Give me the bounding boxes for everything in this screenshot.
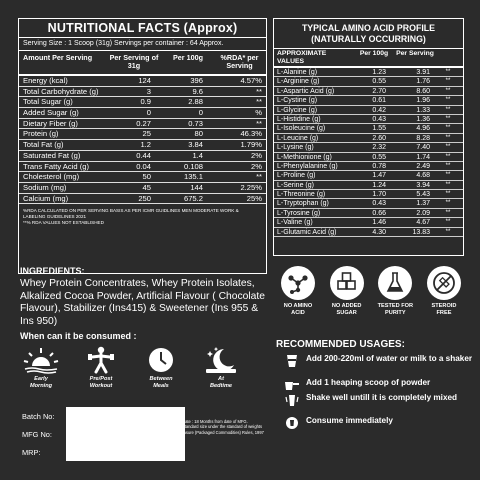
- rda-value: %: [255, 108, 262, 118]
- badge-no-amino-acid: [276, 266, 320, 316]
- amino-title: [274, 19, 463, 49]
- nutrient-name: Cholesterol (mg): [23, 172, 80, 182]
- usage-step-text: Consume immediately: [306, 416, 393, 425]
- amino-per-100g: 0.43: [372, 115, 386, 123]
- amino-per-100g: 0.66: [372, 209, 386, 217]
- amino-per-100g: 0.42: [372, 106, 386, 114]
- lab-flask-icon: [378, 266, 412, 300]
- amino-per-serving: 4.96: [416, 125, 430, 133]
- amino-row: [274, 77, 463, 86]
- rda-value: 2.25%: [240, 182, 262, 192]
- per-serving-value: 0.04: [136, 161, 151, 171]
- amino-per-serving: 1.36: [416, 115, 430, 123]
- ingredients-title: INGREDIENTS:: [20, 266, 85, 276]
- amino-rda: **: [445, 200, 451, 207]
- amino-rda: **: [445, 191, 451, 198]
- expiry-note-line1: Exp Date : 18 Months from date of MFG.: [174, 419, 248, 424]
- badge-label: [422, 303, 466, 316]
- amino-name: L-Phenylalanine (g): [277, 162, 338, 170]
- per-serving-value: 0.44: [136, 150, 151, 160]
- rda-value: 4.57%: [240, 76, 262, 85]
- nutrient-name: Saturated Fat (g): [23, 150, 81, 160]
- per-serving-value: 0.9: [140, 97, 151, 107]
- per-100g-value: 144: [190, 182, 203, 192]
- amino-rda: **: [445, 162, 451, 169]
- amino-name: L-Aspartic Acid (g): [277, 87, 335, 95]
- amino-title-line1: TYPICAL AMINO ACID PROFILE: [301, 23, 436, 33]
- amino-per-serving: 1.74: [416, 153, 430, 161]
- amino-row: [274, 190, 463, 199]
- nutrition-row: [19, 194, 266, 205]
- usage-step-text: Add 200-220ml of water or milk to a shaker: [306, 354, 473, 363]
- scoop-icon: [284, 378, 300, 392]
- nutrition-row: [19, 97, 266, 108]
- badge-label: [373, 303, 417, 316]
- batch-info-box: [20, 400, 270, 464]
- amino-rda: **: [445, 144, 451, 151]
- amino-per-100g: 0.55: [372, 78, 386, 86]
- per-100g-value: 80: [194, 129, 203, 139]
- amino-per-serving: 7.40: [416, 144, 430, 152]
- sugar-cubes-icon: [330, 266, 364, 300]
- amino-row: [274, 87, 463, 96]
- nutrition-row: [19, 140, 266, 151]
- per-serving-value: 124: [138, 76, 151, 85]
- badge-no-added-sugar: [325, 266, 369, 316]
- amino-header-per-100g: Per 100g: [359, 50, 389, 57]
- amino-name: L-Tyrosine (g): [277, 209, 321, 217]
- amino-name: L-Glycine (g): [277, 106, 318, 114]
- amino-header-per-serving: Per Serving: [396, 50, 434, 57]
- amino-name: L-Arginine (g): [277, 78, 320, 86]
- amino-per-100g: 0.78: [372, 162, 386, 170]
- amino-rda: **: [445, 172, 451, 179]
- nutrition-row: [19, 119, 266, 130]
- rda-value: 25%: [246, 193, 262, 203]
- usage-step-2: [284, 378, 476, 392]
- amino-rda: **: [445, 115, 451, 122]
- per-serving-value: 0.27: [136, 118, 151, 128]
- usage-step-4: [284, 416, 476, 430]
- footnote-not-established: **% RDA VALUES NOT ESTABLISHED: [23, 220, 104, 226]
- amino-per-serving: 1.76: [416, 78, 430, 86]
- per-100g-value: 135.1: [183, 172, 203, 182]
- amino-rda: **: [445, 87, 451, 94]
- per-serving-value: 45: [142, 182, 151, 192]
- nutrient-name: Total Carbohydrate (g): [23, 86, 99, 96]
- nutrition-header-row: [19, 51, 266, 76]
- when-label-line1: Pre/Post: [89, 376, 113, 382]
- amino-rda: **: [445, 78, 451, 85]
- shake-icon: [284, 393, 300, 407]
- no-steroid-icon: [427, 266, 461, 300]
- rda-value: 46.3%: [240, 129, 262, 139]
- nutrition-header-rda: %RDA* per Serving: [220, 53, 259, 70]
- when-label: [82, 376, 120, 389]
- amino-per-serving: 2.49: [416, 162, 430, 170]
- amino-per-serving: 8.60: [416, 87, 430, 95]
- badge-label: [325, 303, 369, 316]
- amino-header-row: [274, 49, 463, 68]
- amino-per-100g: 4.30: [372, 228, 386, 236]
- nutrient-name: Added Sugar (g): [23, 108, 79, 118]
- amino-row: [274, 153, 463, 162]
- amino-per-100g: 1.55: [372, 125, 386, 133]
- nutrition-row: [19, 162, 266, 173]
- amino-name: L-Cystine (g): [277, 97, 318, 105]
- badge-label-line2: PURITY: [385, 309, 406, 316]
- when-label-line2: Morning: [29, 382, 53, 389]
- amino-per-serving: 1.96: [416, 97, 430, 105]
- amino-per-100g: 1.24: [372, 181, 386, 189]
- amino-per-100g: 1.46: [372, 219, 386, 227]
- amino-row: [274, 134, 463, 143]
- nutrition-title: NUTRITIONAL FACTS (Approx): [19, 19, 266, 38]
- amino-row: [274, 124, 463, 133]
- per-serving-value: 250: [138, 193, 151, 203]
- when-label: [142, 376, 180, 389]
- nutrition-footnotes: [19, 204, 266, 226]
- per-100g-value: 1.4: [192, 150, 203, 160]
- nutrition-facts-panel: [18, 18, 267, 274]
- amino-name: L-Methionione (g): [277, 153, 332, 161]
- amino-name: L-Tryptophan (g): [277, 200, 329, 208]
- per-100g-value: 3.84: [188, 140, 203, 150]
- amino-per-100g: 1.70: [372, 191, 386, 199]
- when-title: When can it be consumed :: [20, 331, 137, 341]
- amino-row: [274, 115, 463, 124]
- amino-title-line2: (NATURALLY OCCURRING): [311, 34, 426, 44]
- amino-row: [274, 228, 463, 237]
- per-100g-value: 0: [198, 108, 203, 118]
- when-label-line2: Workout: [89, 382, 113, 389]
- when-icons: [22, 345, 240, 389]
- nutrition-row: [19, 87, 266, 98]
- amino-row: [274, 143, 463, 152]
- nutrition-row: [19, 172, 266, 183]
- amino-per-100g: 2.60: [372, 134, 386, 142]
- amino-per-100g: 0.43: [372, 200, 386, 208]
- nutrition-header-per-100g: Per 100g: [173, 53, 203, 62]
- badges-row: [276, 266, 476, 316]
- amino-name: L-Threonine (g): [277, 191, 326, 199]
- when-label: [22, 376, 60, 389]
- per-100g-value: 0.108: [183, 161, 203, 171]
- per-100g-value: 675.2: [183, 193, 203, 203]
- amino-name: L-Alanine (g): [277, 69, 318, 76]
- batch-print-area: [66, 407, 185, 461]
- badge-label-line1: NO AMINO: [283, 303, 313, 309]
- sunrise-icon: [22, 345, 60, 375]
- rda-value: **: [256, 172, 262, 182]
- badge-tested-for-purity: [373, 266, 417, 316]
- when-label-line1: Early: [34, 376, 48, 382]
- footnote-rda: %RDA CALCULATED ON PER SERVING BASIS AS PER ICMR GUIDLINES MEN MODERATE WORK & LABELING GUIDELINES 2021: [23, 208, 239, 220]
- shaker-icon: [284, 354, 300, 368]
- amino-rda: **: [445, 228, 451, 235]
- nutrient-name: Total Sugar (g): [23, 97, 73, 107]
- per-serving-value: 50: [142, 172, 151, 182]
- per-100g-value: 2.88: [188, 97, 203, 107]
- when-early-morning: [22, 345, 60, 389]
- expiry-note-line3: & Measure (Packaged Commodities) Rules, 1997: [174, 429, 264, 435]
- amino-acid-panel: [273, 18, 464, 256]
- nutrition-row: [19, 108, 266, 119]
- amino-name: L-Lysine (g): [277, 144, 314, 152]
- batch-no-label: Batch No:: [22, 412, 55, 421]
- per-serving-value: 1.2: [140, 140, 151, 150]
- amino-rda: **: [445, 219, 451, 226]
- nutrition-rows: [19, 76, 266, 204]
- amino-per-serving: 3.91: [416, 69, 430, 76]
- amino-row: [274, 181, 463, 190]
- nutrient-name: Trans Fatty Acid (g): [23, 161, 89, 171]
- amino-per-serving: 3.94: [416, 181, 430, 189]
- amino-row: [274, 96, 463, 105]
- amino-name: L-Histidine (g): [277, 115, 321, 123]
- expiry-note-line2: Non standard size under the standard of weights: [174, 424, 263, 430]
- amino-per-serving: 5.43: [416, 191, 430, 199]
- usage-step-text: Add 1 heaping scoop of powder: [306, 378, 431, 387]
- when-label: [202, 376, 240, 389]
- nutrition-row: [19, 183, 266, 194]
- nutrient-name: Protein (g): [23, 129, 59, 139]
- amino-header-extra: [434, 50, 462, 66]
- clock-icon: [142, 345, 180, 375]
- amino-rda: **: [445, 106, 451, 113]
- badge-label-line1: STEROID: [431, 303, 457, 309]
- when-label-line2: Bedtime: [209, 382, 233, 389]
- nutrition-row: [19, 76, 266, 87]
- amino-per-serving: 4.67: [416, 219, 430, 227]
- amino-name: L-Leucine (g): [277, 134, 319, 142]
- rda-value: **: [256, 118, 262, 128]
- amino-row: [274, 106, 463, 115]
- nutrient-name: Total Fat (g): [23, 140, 64, 150]
- badge-label-line2: SUGAR: [336, 309, 357, 316]
- usage-step-text: Shake well untill it is completely mixed: [306, 393, 458, 402]
- molecule-icon: [281, 266, 315, 300]
- per-100g-value: 9.6: [192, 86, 203, 96]
- when-label-line1: Between: [149, 376, 173, 382]
- mfg-no-label: MFG No:: [22, 430, 52, 439]
- when-between-meals: [142, 345, 180, 389]
- badge-steroid-free: [422, 266, 466, 316]
- amino-name: L-Valine (g): [277, 219, 313, 227]
- badge-label-line1: NO ADDED: [331, 303, 362, 309]
- amino-row: [274, 199, 463, 208]
- expiry-note: [174, 419, 292, 435]
- rda-value: **: [256, 86, 262, 96]
- amino-row: [274, 162, 463, 171]
- amino-row: [274, 68, 463, 77]
- rda-value: 2%: [251, 150, 262, 160]
- workout-person-icon: [82, 345, 120, 375]
- rda-value: 2%: [251, 161, 262, 171]
- amino-row: [274, 218, 463, 227]
- amino-rda: **: [445, 134, 451, 141]
- per-serving-value: 25: [142, 129, 151, 139]
- amino-rda: **: [445, 125, 451, 132]
- amino-per-serving: 13.83: [412, 228, 430, 236]
- amino-name: L-Glutamic Acid (g): [277, 228, 337, 236]
- amino-rda: **: [445, 181, 451, 188]
- amino-per-serving: 4.68: [416, 172, 430, 180]
- serving-info: Serving Size : 1 Scoop (31g) Servings per container : 64 Approx.: [19, 38, 266, 51]
- nutrition-row: [19, 151, 266, 162]
- amino-name: L-Proline (g): [277, 172, 316, 180]
- per-100g-value: 0.73: [188, 118, 203, 128]
- amino-header-values: APPROXIMATE VALUES: [277, 50, 327, 65]
- badge-label: [276, 303, 320, 316]
- amino-per-serving: 1.37: [416, 200, 430, 208]
- per-100g-value: 396: [190, 76, 203, 85]
- nutrition-header-per-serving: Per Serving of 31g: [109, 53, 159, 70]
- ingredients-text: Whey Protein Concentrates, Whey Protein Isolates, Alkalized Cocoa Powder, Artificial Flavour ( Chocolate Flavour), Stabilizer (Ins415) & Sweetener (Ins 955 & Ins 950): [20, 278, 265, 327]
- badge-label-line1: TESTED FOR: [377, 303, 414, 309]
- amino-rda: **: [445, 153, 451, 160]
- amino-per-100g: 1.23: [372, 69, 386, 76]
- nutrition-row: [19, 129, 266, 140]
- amino-rows: [274, 68, 463, 237]
- nutrient-name: Sodium (mg): [23, 182, 67, 192]
- amino-per-100g: 2.32: [372, 144, 386, 152]
- amino-name: L-Isoleucine (g): [277, 125, 326, 133]
- amino-rda: **: [445, 209, 451, 216]
- amino-per-100g: 1.47: [372, 172, 386, 180]
- moon-stars-icon: [202, 345, 240, 375]
- usage-step-1: [284, 354, 476, 368]
- mrp-label: MRP:: [22, 448, 41, 457]
- amino-per-serving: 1.33: [416, 106, 430, 114]
- when-label-line2: Meals: [153, 382, 169, 389]
- amino-row: [274, 209, 463, 218]
- when-at-bedtime: [202, 345, 240, 389]
- amino-rda: **: [445, 69, 451, 75]
- amino-row: [274, 171, 463, 180]
- amino-per-100g: 0.55: [372, 153, 386, 161]
- per-serving-value: 0: [146, 108, 151, 118]
- rda-value: 1.79%: [240, 140, 262, 150]
- nutrient-name: Energy (kcal): [23, 76, 68, 85]
- amino-per-serving: 8.28: [416, 134, 430, 142]
- amino-per-serving: 2.09: [416, 209, 430, 217]
- usage-step-3: [284, 393, 476, 407]
- amino-per-100g: 0.61: [372, 97, 386, 105]
- when-pre-post-workout: [82, 345, 120, 389]
- when-label-line1: At: [218, 376, 224, 382]
- amino-name: L-Serine (g): [277, 181, 314, 189]
- usage-title: RECOMMENDED USAGES:: [276, 339, 405, 350]
- amino-rda: **: [445, 97, 451, 104]
- amino-per-100g: 2.70: [372, 87, 386, 95]
- badge-label-line2: FREE: [436, 309, 452, 316]
- rda-value: **: [256, 97, 262, 107]
- nutrient-name: Dietary Fiber (g): [23, 118, 78, 128]
- nutrient-name: Calcium (mg): [23, 193, 69, 203]
- nutrition-header-amount: Amount Per Serving: [23, 53, 93, 62]
- per-serving-value: 3: [146, 86, 151, 96]
- badge-label-line2: ACID: [291, 309, 305, 316]
